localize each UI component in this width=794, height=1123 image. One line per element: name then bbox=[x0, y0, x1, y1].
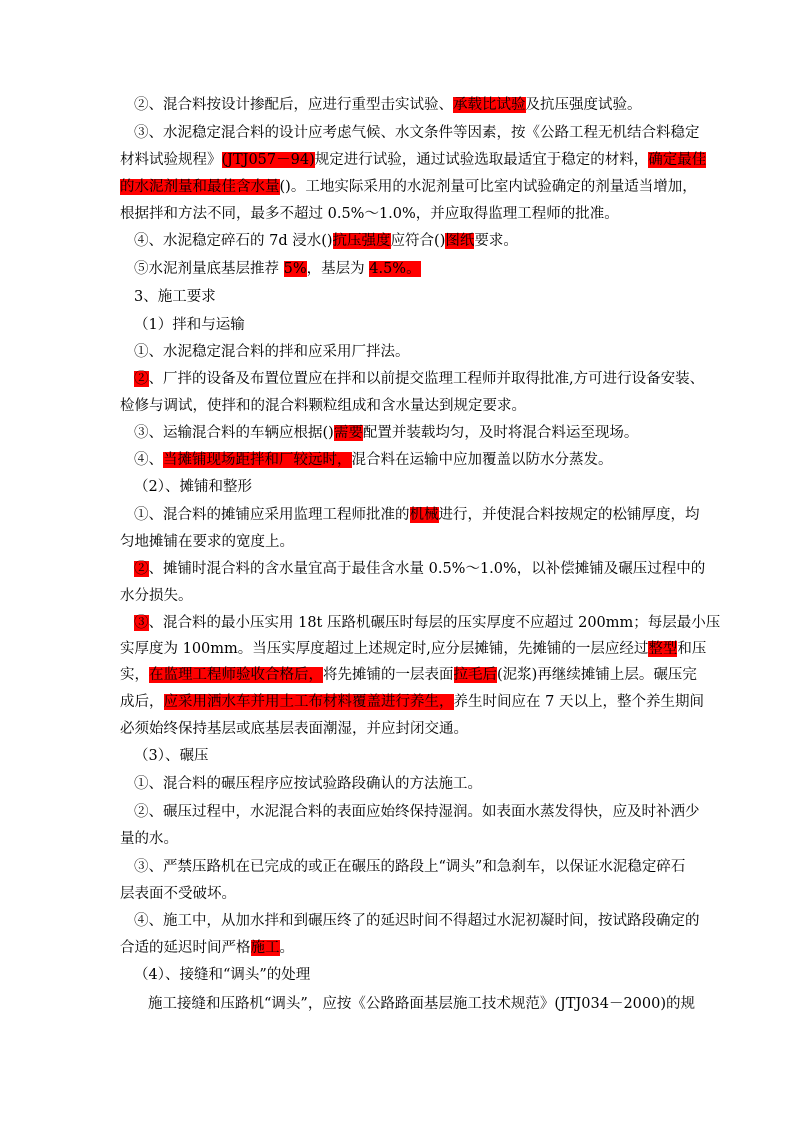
text-segment: 将先摊铺的一层表面 bbox=[323, 667, 454, 683]
text-line bbox=[134, 556, 706, 582]
text-segment: 合适的延迟时间严格 bbox=[120, 940, 251, 956]
text-segment: 成后， bbox=[120, 694, 164, 710]
text-segment: 规定进行试验，通过试验选取最适宜于稳定的材料， bbox=[314, 152, 649, 168]
subsection-heading bbox=[134, 743, 694, 769]
text-line bbox=[134, 610, 721, 636]
text-segment: 、混合料的最小压实用 18t 压路机碾压时每层的压实厚度不应超过 200mm；每层最小压 bbox=[148, 615, 721, 631]
highlighted-text: 的水泥剂量和最佳含水量 bbox=[120, 179, 280, 195]
text-line bbox=[134, 339, 694, 365]
highlighted-text: 确定最佳 bbox=[648, 152, 707, 168]
text-segment: 根据拌和方法不同，最多不超过 0.5%～1.0%，并应取得监理工程师的批准。 bbox=[120, 206, 619, 222]
text-segment: 3、施工要求 bbox=[134, 289, 216, 305]
text-segment: ④、 bbox=[134, 452, 163, 468]
highlighted-text: ② bbox=[134, 561, 149, 577]
text-line bbox=[134, 502, 700, 528]
text-segment: ②、混合料按设计掺配后，应进行重型击实试验、 bbox=[134, 97, 453, 113]
highlighted-text: 在监理工程师验收合格后， bbox=[149, 667, 323, 683]
text-line bbox=[120, 881, 680, 907]
text-line bbox=[134, 854, 694, 880]
text-segment: 必须始终保持基层或底基层表面潮湿，并应封闭交通。 bbox=[120, 721, 468, 737]
text-segment: ④、施工中，从加水拌和到碾压终了的延迟时间不得超过水泥初凝时间，按试路段确定的 bbox=[134, 913, 700, 929]
text-segment: 及抗压强度试验。 bbox=[525, 97, 642, 113]
text-segment: 水分损失。 bbox=[120, 588, 193, 604]
text-segment: 材料试验规程》 bbox=[120, 152, 222, 168]
highlighted-text: (JTJ057－94) bbox=[221, 152, 315, 168]
text-segment: 实， bbox=[120, 667, 149, 683]
text-segment: 量的水。 bbox=[120, 831, 178, 847]
text-segment: 应符合() bbox=[390, 233, 446, 249]
text-segment: 进行，并使混合料按规定的松铺厚度，均 bbox=[438, 507, 700, 523]
highlighted-text: 应采用洒水车并用土工布材料覆盖进行养生， bbox=[163, 694, 454, 710]
highlighted-text: 4.5%。 bbox=[369, 261, 421, 277]
section-heading bbox=[134, 284, 694, 310]
text-line bbox=[134, 256, 694, 282]
text-segment: 施工接缝和压路机“调头”，应按《公路路面基层施工技术规范》(JTJ034－2000)的规 bbox=[148, 996, 696, 1012]
text-segment: 、摊铺时混合料的含水量宜高于最佳含水量 0.5%～1.0%，以补偿摊铺及碾压过程中的 bbox=[148, 561, 706, 577]
highlighted-text: 整型 bbox=[648, 641, 678, 657]
text-line bbox=[120, 662, 697, 688]
text-line bbox=[120, 174, 697, 200]
text-segment: （1）拌和与运输 bbox=[134, 317, 245, 333]
text-line bbox=[120, 529, 680, 555]
text-line bbox=[134, 92, 694, 118]
text-segment: （2）、摊铺和整形 bbox=[134, 479, 252, 495]
text-segment: (泥浆)再继续摊铺上层。碾压完 bbox=[497, 667, 697, 683]
text-line bbox=[134, 228, 694, 254]
highlighted-text: 拉毛后 bbox=[453, 667, 497, 683]
highlighted-text: 需要 bbox=[333, 425, 363, 441]
text-line bbox=[134, 420, 694, 446]
text-segment: 匀地摊铺在要求的宽度上。 bbox=[120, 534, 294, 550]
text-segment: ①、水泥稳定混合料的拌和应采用厂拌法。 bbox=[134, 344, 410, 360]
text-line bbox=[134, 366, 705, 392]
highlighted-text: 承载比试验 bbox=[453, 97, 526, 113]
highlighted-text: ③ bbox=[134, 615, 149, 631]
text-segment: ④、水泥稳定碎石的 7d 浸水() bbox=[134, 233, 333, 249]
text-segment: 、厂拌的设备及布置位置应在拌和以前提交监理工程师并取得批准,方可进行设备安装、 bbox=[148, 371, 705, 387]
text-line bbox=[148, 991, 708, 1017]
text-segment: （3）、碾压 bbox=[134, 748, 209, 764]
highlighted-text: 抗压强度 bbox=[332, 233, 391, 249]
highlighted-text: 图纸 bbox=[445, 233, 475, 249]
text-line bbox=[134, 799, 700, 825]
text-segment: ②、碾压过程中，水泥混合料的表面应始终保持湿润。如表面水蒸发得快，应及时补洒少 bbox=[134, 804, 700, 820]
text-line bbox=[120, 147, 707, 173]
text-line bbox=[134, 771, 694, 797]
text-line bbox=[134, 908, 700, 934]
subsection-heading bbox=[134, 962, 694, 988]
text-segment: 检修与调试，使拌和的混合料颗粒组成和含水量达到规定要求。 bbox=[120, 398, 526, 414]
text-line bbox=[134, 120, 700, 146]
text-segment: ()。工地实际采用的水泥剂量可比室内试验确定的剂量适当增加， bbox=[279, 179, 697, 195]
text-line bbox=[120, 201, 680, 227]
text-segment: ③、严禁压路机在已完成的或正在碾压的路段上“调头”和急刹车，以保证水泥稳定碎石 bbox=[134, 859, 686, 875]
text-segment: 实厚度为 100mm。当压实厚度超过上述规定时,应分层摊铺，先摊铺的一层应经过 bbox=[120, 641, 649, 657]
text-segment: 混合料在运输中应加覆盖以防水分蒸发。 bbox=[351, 452, 613, 468]
text-line bbox=[120, 393, 680, 419]
text-line bbox=[120, 636, 707, 662]
text-segment: 要求。 bbox=[474, 233, 518, 249]
text-segment: ，基层为 bbox=[306, 261, 370, 277]
highlighted-text: 5% bbox=[283, 261, 307, 277]
text-segment: ③、水泥稳定混合料的设计应考虑气候、水文条件等因素，按《公路工程无机结合料稳定 bbox=[134, 125, 700, 141]
highlighted-text: 当摊铺现场距拌和厂较远时， bbox=[163, 452, 352, 468]
text-segment: ①、混合料的摊铺应采用监理工程师批准的 bbox=[134, 507, 410, 523]
text-line bbox=[120, 716, 680, 742]
subsection-heading bbox=[134, 474, 694, 500]
text-segment: ①、混合料的碾压程序应按试验路段确认的方法施工。 bbox=[134, 776, 482, 792]
text-segment: ③、运输混合料的车辆应根据() bbox=[134, 425, 334, 441]
highlighted-text: 机械 bbox=[409, 507, 439, 523]
text-segment: ⑤水泥剂量底基层推荐 bbox=[134, 261, 284, 277]
text-segment: 养生时间应在 7 天以上，整个养生期间 bbox=[453, 694, 704, 710]
highlighted-text: ② bbox=[134, 371, 149, 387]
text-line bbox=[120, 826, 680, 852]
text-segment: 和压 bbox=[677, 641, 707, 657]
subsection-heading bbox=[134, 312, 694, 338]
text-segment: （4）、接缝和“调头”的处理 bbox=[134, 967, 311, 983]
text-segment: 层表面不受破坏。 bbox=[120, 886, 236, 902]
text-line bbox=[134, 447, 694, 473]
text-line bbox=[120, 689, 704, 715]
highlighted-text: 施工 bbox=[250, 940, 280, 956]
text-segment: 。 bbox=[279, 940, 294, 956]
text-line bbox=[120, 583, 680, 609]
text-segment: 配置并装载均匀，及时将混合料运至现场。 bbox=[362, 425, 639, 441]
text-line bbox=[120, 935, 680, 961]
